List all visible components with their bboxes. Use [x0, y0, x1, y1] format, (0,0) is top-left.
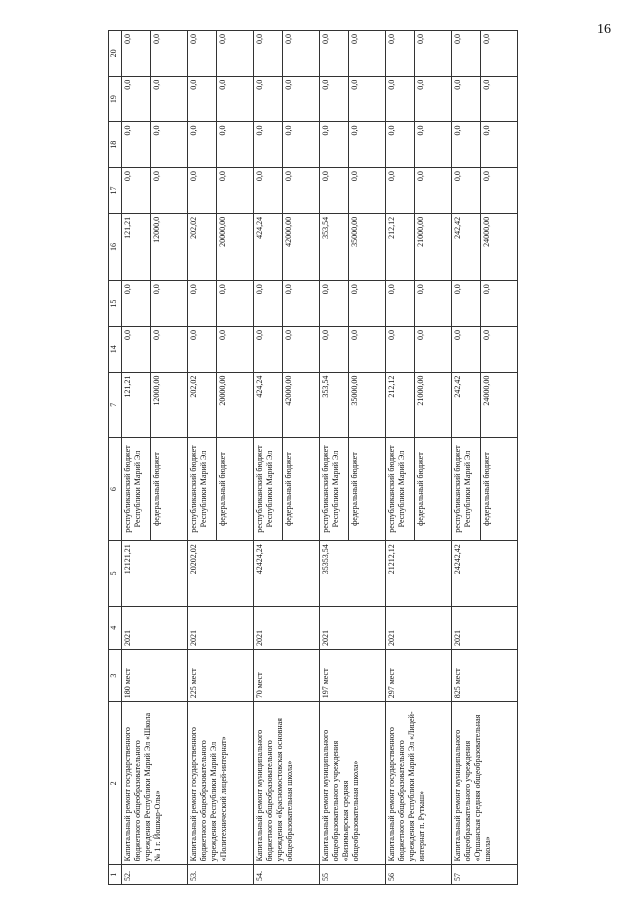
amount-cell: 0,0: [188, 281, 217, 327]
year: 2021: [320, 606, 386, 650]
amount-cell: 0,0: [188, 122, 217, 168]
amount-cell: 0,0: [122, 281, 151, 327]
page-number: 16: [597, 22, 611, 37]
table-row: [452, 31, 481, 885]
amount-cell: 0,0: [217, 76, 254, 122]
amount-cell: 35000,00: [349, 213, 386, 280]
amount-cell: 0,0: [122, 326, 151, 372]
amount-cell: 0,0: [320, 31, 349, 77]
amount-cell: 35000,00: [349, 372, 386, 437]
amount-cell: 0,0: [122, 168, 151, 214]
table-body: [122, 31, 518, 885]
funding-source: республиканский бюджет Республики Марий Эл: [452, 437, 481, 540]
amount-cell: 0,0: [254, 326, 283, 372]
capacity: 197 мест: [320, 650, 386, 702]
amount-cell: 0,0: [217, 281, 254, 327]
row-index: 56: [386, 865, 452, 885]
column-header: 18: [109, 122, 122, 168]
amount-cell: 0,0: [254, 122, 283, 168]
funding-source: федеральный бюджет: [481, 437, 518, 540]
amount-cell: 0,0: [452, 31, 481, 77]
amount-cell: 0,0: [217, 31, 254, 77]
year: 2021: [122, 606, 188, 650]
amount-cell: 0,0: [386, 326, 415, 372]
amount-cell: 0,0: [452, 122, 481, 168]
amount-cell: 0,0: [349, 168, 386, 214]
amount-cell: 0,0: [452, 168, 481, 214]
amount-cell: 20000,00: [217, 372, 254, 437]
row-index: 57: [452, 865, 518, 885]
amount-cell: 0,0: [283, 122, 320, 168]
funding-source: республиканский бюджет Республики Марий Эл: [188, 437, 217, 540]
amount-cell: 0,0: [283, 31, 320, 77]
column-header: 17: [109, 168, 122, 214]
amount-cell: 0,0: [481, 122, 518, 168]
column-header: 19: [109, 76, 122, 122]
amount-cell: 12000,0: [151, 213, 188, 280]
amount-cell: 0,0: [415, 326, 452, 372]
column-header: 7: [109, 372, 122, 437]
amount-cell: 212,12: [386, 213, 415, 280]
column-header: 4: [109, 606, 122, 650]
capacity: 225 мест: [188, 650, 254, 702]
table-row: [320, 31, 349, 885]
amount-cell: 0,0: [122, 76, 151, 122]
amount-cell: 0,0: [320, 122, 349, 168]
amount-cell: 0,0: [188, 326, 217, 372]
budget-table: [108, 30, 518, 885]
amount-cell: 0,0: [283, 168, 320, 214]
amount-cell: 0,0: [188, 31, 217, 77]
amount-cell: 0,0: [151, 326, 188, 372]
amount-cell: 0,0: [151, 76, 188, 122]
amount-cell: 0,0: [481, 326, 518, 372]
amount-cell: 0,0: [349, 122, 386, 168]
row-index: 52.: [122, 865, 188, 885]
year: 2021: [452, 606, 518, 650]
table-row: [386, 31, 415, 885]
object-name: Капитальный ремонт государственного бюджетного общеобразовательного учреждения Республики Марий Эл «Политехнический лицей-интернат»: [188, 702, 254, 865]
funding-source: республиканский бюджет Республики Марий Эл: [254, 437, 283, 540]
column-header: 6: [109, 437, 122, 540]
capacity: 70 мест: [254, 650, 320, 702]
object-name: Капитальный ремонт муниципального бюджетного общеобразовательного учреждения «Красномостовская основная общеобразовательная школа»: [254, 702, 320, 865]
amount-cell: 0,0: [151, 122, 188, 168]
amount-cell: 0,0: [452, 76, 481, 122]
amount-cell: 0,0: [415, 281, 452, 327]
total-cost: 24242,42: [452, 541, 518, 606]
funding-source: республиканский бюджет Республики Марий Эл: [122, 437, 151, 540]
amount-cell: 24000,00: [481, 213, 518, 280]
amount-cell: 21000,00: [415, 372, 452, 437]
amount-cell: 0,0: [386, 31, 415, 77]
amount-cell: 0,0: [386, 76, 415, 122]
amount-cell: 0,0: [151, 281, 188, 327]
amount-cell: 0,0: [254, 31, 283, 77]
column-header: 5: [109, 541, 122, 606]
object-name: Капитальный ремонт муниципального общеобразовательного учреждения «Визимьярская средняя общеобразовательная школа»: [320, 702, 386, 865]
amount-cell: 0,0: [415, 76, 452, 122]
amount-cell: 0,0: [254, 168, 283, 214]
capacity: 180 мест: [122, 650, 188, 702]
funding-source: федеральный бюджет: [151, 437, 188, 540]
amount-cell: 0,0: [415, 122, 452, 168]
amount-cell: 0,0: [349, 281, 386, 327]
funding-source: федеральный бюджет: [283, 437, 320, 540]
amount-cell: 0,0: [320, 168, 349, 214]
amount-cell: 0,0: [217, 122, 254, 168]
row-index: 55: [320, 865, 386, 885]
amount-cell: 24000,00: [481, 372, 518, 437]
amount-cell: 0,0: [452, 326, 481, 372]
amount-cell: 0,0: [386, 281, 415, 327]
total-cost: 42424,24: [254, 541, 320, 606]
column-header: 3: [109, 650, 122, 702]
amount-cell: 0,0: [320, 281, 349, 327]
amount-cell: 0,0: [254, 76, 283, 122]
amount-cell: 202,02: [188, 213, 217, 280]
amount-cell: 0,0: [481, 76, 518, 122]
funding-source: федеральный бюджет: [349, 437, 386, 540]
amount-cell: 0,0: [481, 168, 518, 214]
amount-cell: 0,0: [188, 168, 217, 214]
amount-cell: 20000,00: [217, 213, 254, 280]
amount-cell: 424,24: [254, 213, 283, 280]
capacity: 825 мест: [452, 650, 518, 702]
amount-cell: 0,0: [151, 31, 188, 77]
amount-cell: 0,0: [481, 31, 518, 77]
amount-cell: 0,0: [386, 168, 415, 214]
amount-cell: 424,24: [254, 372, 283, 437]
year: 2021: [188, 606, 254, 650]
column-header: 15: [109, 281, 122, 327]
amount-cell: 202,02: [188, 372, 217, 437]
amount-cell: 0,0: [217, 326, 254, 372]
year: 2021: [254, 606, 320, 650]
header-row: [109, 31, 122, 885]
amount-cell: 0,0: [151, 168, 188, 214]
amount-cell: 0,0: [122, 122, 151, 168]
amount-cell: 0,0: [349, 326, 386, 372]
rotated-table-container: [108, 30, 528, 885]
amount-cell: 42000,00: [283, 372, 320, 437]
amount-cell: 212,12: [386, 372, 415, 437]
amount-cell: 0,0: [283, 76, 320, 122]
amount-cell: 0,0: [283, 326, 320, 372]
amount-cell: 21000,00: [415, 213, 452, 280]
amount-cell: 0,0: [283, 281, 320, 327]
amount-cell: 0,0: [349, 31, 386, 77]
amount-cell: 0,0: [122, 31, 151, 77]
amount-cell: 42000,00: [283, 213, 320, 280]
amount-cell: 0,0: [386, 122, 415, 168]
amount-cell: 242,42: [452, 372, 481, 437]
funding-source: республиканский бюджет Республики Марий Эл: [386, 437, 415, 540]
funding-source: республиканский бюджет Республики Марий Эл: [320, 437, 349, 540]
row-index: 54.: [254, 865, 320, 885]
column-header: 1: [109, 865, 122, 885]
table-row: [122, 31, 151, 885]
amount-cell: 0,0: [254, 281, 283, 327]
amount-cell: 0,0: [415, 31, 452, 77]
year: 2021: [386, 606, 452, 650]
total-cost: 21212,12: [386, 541, 452, 606]
object-name: Капитальный ремонт муниципального общеобразовательного учреждения «Оршанская средняя общеобразовательная школа»: [452, 702, 518, 865]
table-row: [254, 31, 283, 885]
amount-cell: 0,0: [349, 76, 386, 122]
amount-cell: 0,0: [320, 326, 349, 372]
table-row: [188, 31, 217, 885]
amount-cell: 353,54: [320, 372, 349, 437]
amount-cell: 242,42: [452, 213, 481, 280]
object-name: Капитальный ремонт государственного бюджетного общеобразовательного учреждения Республики Марий Эл «Школа № 1 г. Йошкар-Олы»: [122, 702, 188, 865]
amount-cell: 353,54: [320, 213, 349, 280]
total-cost: 35353,54: [320, 541, 386, 606]
amount-cell: 121,21: [122, 213, 151, 280]
amount-cell: 0,0: [415, 168, 452, 214]
amount-cell: 0,0: [481, 281, 518, 327]
total-cost: 20202,02: [188, 541, 254, 606]
amount-cell: 0,0: [217, 168, 254, 214]
funding-source: федеральный бюджет: [217, 437, 254, 540]
capacity: 297 мест: [386, 650, 452, 702]
amount-cell: 0,0: [320, 76, 349, 122]
column-header: 20: [109, 31, 122, 77]
object-name: Капитальный ремонт государственного бюджетного общеобразовательного учреждения Республики Марий Эл «Лицей-интернат п. Руткаш»: [386, 702, 452, 865]
amount-cell: 0,0: [188, 76, 217, 122]
column-header: 16: [109, 213, 122, 280]
amount-cell: 121,21: [122, 372, 151, 437]
row-index: 53.: [188, 865, 254, 885]
funding-source: федеральный бюджет: [415, 437, 452, 540]
column-header: 2: [109, 702, 122, 865]
column-header: 14: [109, 326, 122, 372]
amount-cell: 12000,00: [151, 372, 188, 437]
total-cost: 12121,21: [122, 541, 188, 606]
amount-cell: 0,0: [452, 281, 481, 327]
